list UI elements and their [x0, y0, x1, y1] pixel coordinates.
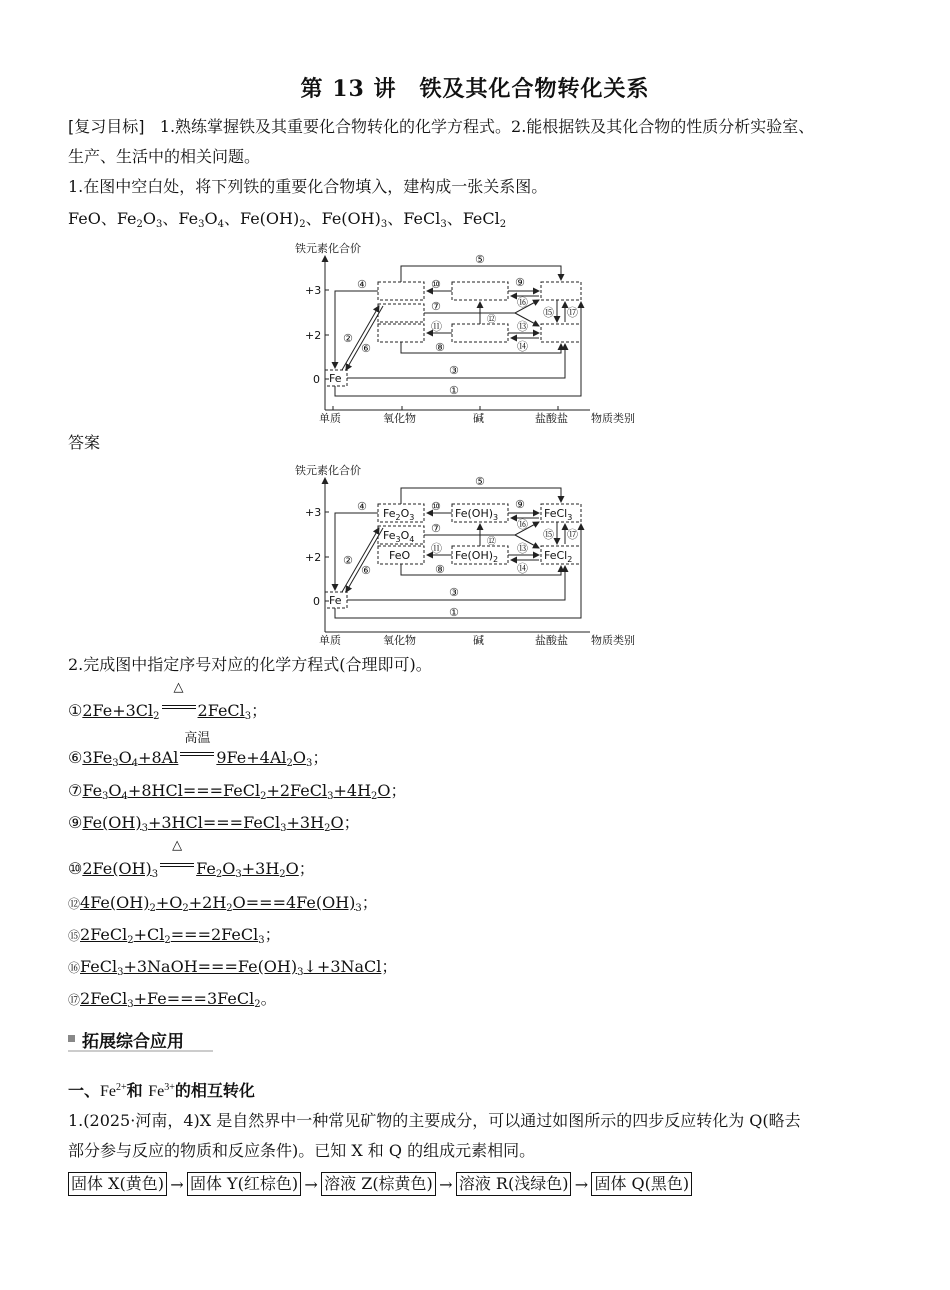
equation-12: $⑫4Fe(OH)_2+O_2+2H_2O===4Fe(OH)_3$； [68, 893, 378, 914]
conversion-flow [68, 1172, 692, 1196]
x-tick-element: 单质 [319, 412, 341, 423]
num-9: ⑨ [515, 276, 525, 289]
flow-box-q: 固体 Q(黑色) [591, 1172, 692, 1196]
x-axis-title: 物质类别 [591, 412, 635, 423]
task2-text: 2.完成图中指定序号对应的化学方程式(合理即可)。 [68, 655, 432, 674]
x-tick-oxide: 氧化物 [383, 412, 416, 423]
num-14-2: ⑭ [517, 562, 528, 575]
num-10-2: ⑩ [431, 500, 441, 513]
equation-10: $⑩2Fe(OH)_3$ △ $Fe_2O_3+3H_2O$； [68, 838, 315, 880]
y-tick-0-2: 0 [313, 595, 320, 608]
equation-1: $①2Fe+3Cl_2$ △ 2FeCl$_3$； [68, 680, 268, 722]
compounds-line: FeO、$Fe_2O_3$、$Fe_3O_4$、$Fe(OH)_2$、$Fe(OH)_3$、FeCl$_3$、FeCl$_2$ [68, 209, 507, 230]
flow-box-x: 固体 X(黄色) [68, 1172, 167, 1196]
num-15-2: ⑮ [543, 528, 554, 541]
problem-line2: 部分参与反应的物质和反应条件)。已知 X 和 Q 的组成元素相同。 [68, 1141, 536, 1160]
relation-diagram-blank [295, 238, 655, 423]
fe-label: Fe [329, 372, 342, 385]
num-15: ⑮ [543, 306, 554, 319]
num-16: ⑯ [517, 296, 528, 309]
x-tick-oxide-2: 氧化物 [383, 634, 416, 645]
num-3: ③ [449, 364, 459, 377]
x-tick-base: 碱 [473, 412, 484, 423]
arrow-icon: → [170, 1174, 184, 1194]
section-title: 拓展综合应用 [82, 1032, 184, 1052]
x-tick-base-2: 碱 [473, 634, 484, 645]
arrow-icon: → [304, 1174, 318, 1194]
num-8: ⑧ [435, 341, 445, 354]
y-tick-plus2-2: +2 [305, 551, 322, 564]
flow-box-r: 溶液 R(浅绿色) [456, 1172, 572, 1196]
num-7-2: ⑦ [431, 522, 441, 535]
review-goals-line2: 生产、生活中的相关问题。 [68, 147, 261, 166]
answer-fecl3: FeCl$_3$ [544, 507, 573, 522]
answer-feoh2: $Fe(OH)_2$ [455, 549, 499, 564]
section-marker-icon [68, 1035, 75, 1042]
equation-17: ⑰2FeCl$_3$+Fe===3FeCl$_2$。 [68, 989, 277, 1010]
answer-fecl2: FeCl$_2$ [544, 549, 573, 564]
num-13-2: ⑬ [517, 542, 528, 555]
y-tick-0: 0 [313, 373, 320, 386]
num-11: ⑪ [431, 320, 442, 333]
arrow-icon: → [439, 1174, 453, 1194]
answer-fe2o3: $Fe_2O_3$ [383, 507, 415, 522]
num-6-2: ⑥ [361, 564, 371, 577]
y-axis-title-2: 铁元素化合价 [295, 464, 361, 477]
page-title: 第 13 讲 铁及其化合物转化关系 [300, 76, 650, 102]
num-4-2: ④ [357, 500, 367, 513]
num-8-2: ⑧ [435, 563, 445, 576]
x-axis-title-2: 物质类别 [591, 634, 635, 645]
num-4: ④ [357, 278, 367, 291]
task1-text: 1.在图中空白处，将下列铁的重要化合物填入，建构成一张关系图。 [68, 177, 548, 196]
x-tick-element-2: 单质 [319, 634, 341, 645]
num-11-2: ⑪ [431, 542, 442, 555]
problem-line1: 1.(2025·河南，4)X 是自然界中一种常见矿物的主要成分，可以通过如图所示的四步反应转化为 Q(略去 [68, 1111, 801, 1130]
answer-label: 答案 [68, 433, 101, 452]
num-12: ⑫ [487, 315, 497, 325]
num-13: ⑬ [517, 320, 528, 333]
num-2-2: ② [343, 554, 353, 567]
flow-box-z: 溶液 Z(棕黄色) [321, 1172, 436, 1196]
equation-16: $⑯FeCl_3+3NaOH===Fe(OH)_3↓+3NaCl$； [68, 957, 398, 978]
num-5: ⑤ [475, 253, 485, 266]
y-tick-plus2: +2 [305, 329, 322, 342]
relation-diagram-answer [295, 460, 655, 645]
subsection-title: 一、$Fe^{2+}$和 $Fe^{3+}$的相互转化 [68, 1081, 255, 1100]
num-5-2: ⑤ [475, 475, 485, 488]
equation-6: $⑥3Fe_3O_4+8Al$ 高温 $9Fe+4Al_2O_3$； [68, 731, 329, 769]
num-17-2: ⑰ [567, 528, 578, 541]
num-12-2: ⑫ [487, 537, 497, 547]
equation-7: $⑦Fe_3O_4+8HCl===FeCl_2+2FeCl_3+4H_2O$； [68, 781, 407, 802]
equation-9: $⑨Fe(OH)_3+3HCl===FeCl_3+3H_2O$； [68, 813, 360, 834]
review-goals [68, 112, 814, 142]
num-9-2: ⑨ [515, 498, 525, 511]
num-7: ⑦ [431, 300, 441, 313]
y-tick-plus3: +3 [305, 284, 322, 297]
answer-feoh3: $Fe(OH)_3$ [455, 507, 499, 522]
section-underline [68, 1050, 213, 1052]
num-17: ⑰ [567, 306, 578, 319]
arrow-icon: → [574, 1174, 589, 1194]
flow-box-y: 固体 Y(红棕色) [187, 1172, 301, 1196]
review-goals-line1: 1.熟练掌握铁及其重要化合物转化的化学方程式。2.能根据铁及其化合物的性质分析实验室、 [159, 117, 815, 136]
review-goals-tag: [复习目标] [68, 117, 145, 136]
num-3-2: ③ [449, 586, 459, 599]
num-14: ⑭ [517, 340, 528, 353]
y-tick-plus3-2: +3 [305, 506, 322, 519]
fe-label-2: Fe [329, 594, 342, 607]
num-10: ⑩ [431, 278, 441, 291]
num-1-2: ① [449, 606, 459, 619]
equation-15: $⑮2FeCl_2+Cl_2===2FeCl_3$； [68, 925, 281, 946]
num-1: ① [449, 384, 459, 397]
x-tick-chloride-2: 盐酸盐 [535, 634, 568, 645]
answer-fe3o4: $Fe_3O_4$ [383, 529, 415, 544]
num-6: ⑥ [361, 342, 371, 355]
answer-feo: FeO [389, 549, 411, 562]
num-16-2: ⑯ [517, 518, 528, 531]
y-axis-title: 铁元素化合价 [295, 242, 361, 255]
num-2: ② [343, 332, 353, 345]
x-tick-chloride: 盐酸盐 [535, 412, 568, 423]
